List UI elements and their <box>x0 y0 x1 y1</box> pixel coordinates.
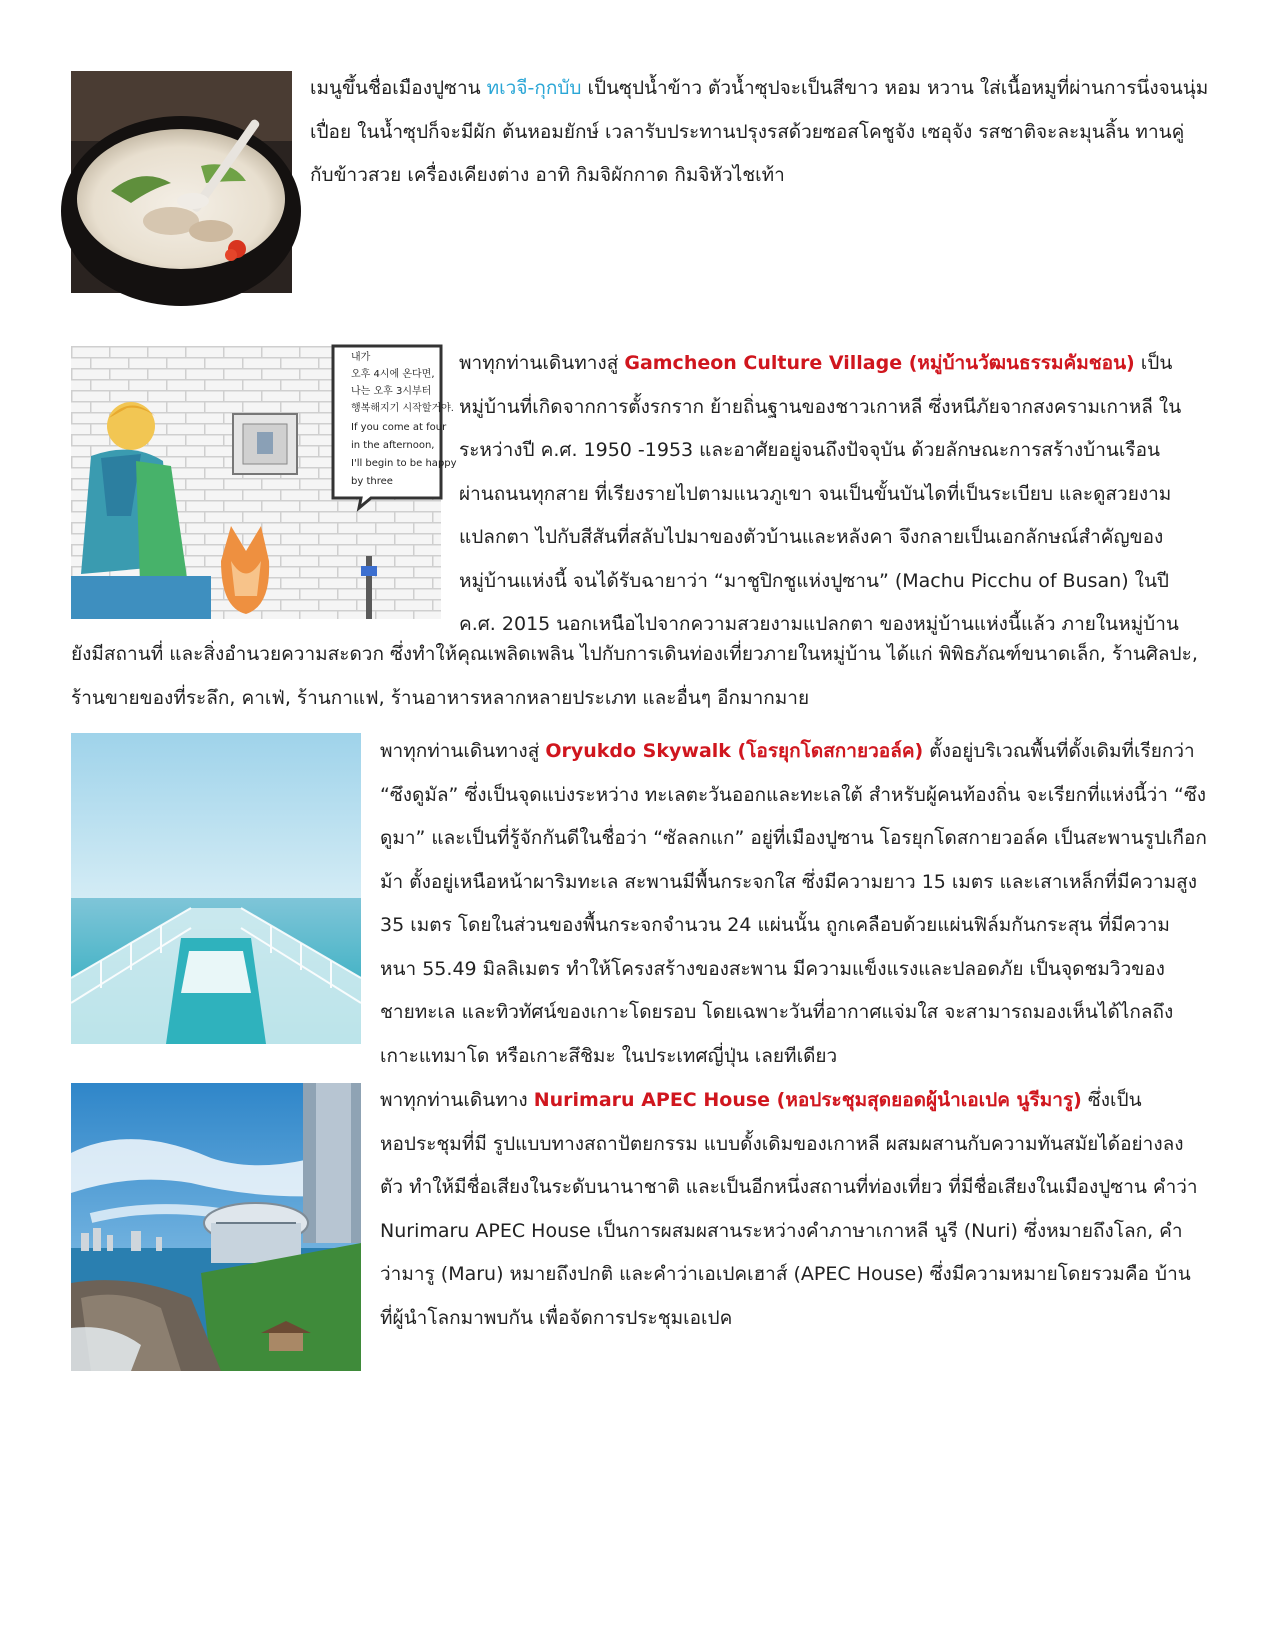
text-line: หมู่บ้านแห่งนี้ จนได้รับฉายาว่า “มาชูปิกชูแห่งปูซาน” (Machu Picchu of Busan) ในปี <box>459 569 1169 592</box>
text-line: เมนูขึ้นชื่อเมืองปูซาน ทเวจี-กุกบับ เป็นซุปน้ำข้าว ตัวน้ำซุปจะเป็นสีขาว หอม หวาน ใส่เนื้อหมูที่ผ่านการนึ่งจนนุ่ม <box>310 77 1209 99</box>
speech-bubble-line: by three <box>351 476 393 487</box>
nurimaru-apec-house-photo <box>71 1083 361 1371</box>
text-line: ม้า ตั้งอยู่เหนือหน้าผาริมทะเล สะพานมีพื้นกระจกใส ซึ่งมีความยาว 15 เมตร และเสาเหล็กที่มีความสูง <box>380 870 1198 893</box>
speech-bubble-line: 나는 오후 3시부터 <box>351 386 432 397</box>
speech-bubble-line: in the afternoon, <box>351 440 435 451</box>
text-line: ตัว ทำให้มีชื่อเสียงในระดับนานาชาติ และเป็นอีกหนึ่งสถานที่ท่องเที่ยว ที่มีชื่อเสียงในเมืองปูซาน คำว่า <box>380 1176 1198 1198</box>
text-line: ชายทะเล และทิวทัศน์ของเกาะโดยรอบ โดยเฉพาะวันที่อากาศแจ่มใส จะสามารถมองเห็นได้ไกลถึง <box>380 1001 1174 1023</box>
text-line: ว่ามารู (Maru) หมายถึงปกติ และคำว่าเอเปคเฮาส์ (APEC House) ซึ่งมีความหมายโดยรวมคือ บ้าน <box>380 1263 1191 1285</box>
speech-bubble-line: 내가 <box>351 352 371 363</box>
text-line: เกาะแทมาโด หรือเกาะสึชิมะ ในประเทศญี่ปุ่น เลยทีเดียว <box>380 1044 838 1067</box>
pork-soup-photo <box>71 71 292 293</box>
text-line: เปื่อย ในน้ำซุปก็จะมีผัก ต้นหอมยักษ์ เวลารับประทานปรุงรสด้วยซอสโคชูจัง เซอุจัง รสชาติจะละมุนลิ้น ทานคู่ <box>310 120 1185 143</box>
text-line: ระหว่างปี ค.ศ. 1950 -1953 และอาศัยอยู่จนถึงปัจจุบัน ด้วยลักษณะการสร้างบ้านเรือน <box>459 439 1160 461</box>
text-line: พาทุกท่านเดินทางสู่ Oryukdo Skywalk (โอรยุกโดสกายวอล์ค) ตั้งอยู่บริเวณพื้นที่ดั้งเดิมที่เรียกว่า <box>380 740 1195 762</box>
text-line: Nurimaru APEC House เป็นการผสมผสานระหว่างคำภาษาเกาหลี นูรี (Nuri) ซึ่งหมายถึงโลก, คำ <box>380 1219 1183 1242</box>
text-line: ยังมีสถานที่ และสิ่งอำนวยความสะดวก ซึ่งทำให้คุณเพลิดเพลิน ไปกับการเดินท่องเที่ยวภายในหมู่บ้าน ได้แก่ พิพิธภัณฑ์ขนาดเล็ก, ร้านศิลปะ, <box>71 643 1198 665</box>
text-line: ที่ผู้นำโลกมาพบกัน เพื่อจัดการประชุมเอเปค <box>380 1306 733 1329</box>
text-line: พาทุกท่านเดินทาง Nurimaru APEC House (หอประชุมสุดยอดผู้นำเอเปค นูรีมารู) ซึ่งเป็น <box>380 1089 1142 1111</box>
speech-bubble-line: I'll begin to be happy <box>351 458 457 469</box>
oryukdo-text <box>380 730 1207 1078</box>
text-line: 35 เมตร โดยในส่วนของพื้นกระจกจำนวน 24 แผ่นนั้น ถูกเคลือบด้วยแผ่นฟิล์มกันกระสุน ที่มีความ <box>380 914 1170 936</box>
gamcheon-text <box>459 342 1182 647</box>
text-line: หอประชุมที่มี รูปแบบทางสถาปัตยกรรม แบบดั้งเดิมของเกาหลี ผสมผสานกับความทันสมัยได้อย่างลง <box>380 1132 1184 1155</box>
little-prince-statue-photo <box>71 346 457 619</box>
text-line: หนา 55.49 มิลลิเมตร ทำให้โครงสร้างของสะพาน มีความแข็งแรงและปลอดภัย เป็นจุดชมวิวของ <box>380 957 1165 980</box>
place-name-highlight: Gamcheon Culture Village (หมู่บ้านวัฒนธรรมคัมชอน) <box>624 352 1135 374</box>
gamcheon-text-continued <box>71 633 1198 720</box>
glass-skywalk-photo <box>71 733 361 1044</box>
place-name-highlight: Nurimaru APEC House (หอประชุมสุดยอดผู้นำเอเปค นูรีมารู) <box>533 1089 1082 1111</box>
dwaeji-gukbap-text <box>310 67 1209 198</box>
text-line: กับข้าวสวย เครื่องเคียงต่าง อาทิ กิมจิผักกาด กิมจิหัวไชเท้า <box>310 164 785 186</box>
text-line: หมู่บ้านที่เกิดจากการตั้งรกราก ย้ายถิ่นฐานของชาวเกาหลี ซึ่งหนีภัยจากสงครามเกาหลี ใน <box>459 395 1182 418</box>
dish-name-highlight: ทเวจี-กุกบับ <box>486 77 582 99</box>
speech-bubble-line: 행복해지기 시작할거야. <box>351 403 454 414</box>
text-line: “ซึงดูมัล” ซึ่งเป็นจุดแบ่งระหว่าง ทะเลตะวันออกและทะเลใต้ สำหรับผู้คนท้องถิ่น จะเรียกที่แห่งนี้ว่า “ซึง <box>380 783 1207 806</box>
speech-bubble-line: 오후 4시에 온다면, <box>351 369 435 380</box>
place-name-highlight: Oryukdo Skywalk (โอรยุกโดสกายวอล์ค) <box>545 740 924 762</box>
text-line: ดูมา” และเป็นที่รู้จักกันดีในชื่อว่า “ซัลลกแก” อยู่ที่เมืองปูซาน โอรยุกโดสกายวอล์ค เป็นสะพานรูปเกือก <box>380 827 1207 849</box>
text-line: ผ่านถนนทุกสาย ที่เรียงรายไปตามแนวภูเขา จนเป็นขั้นบันไดที่เป็นระเบียบ และดูสวยงาม <box>459 482 1172 505</box>
text-line: แปลกตา ไปกับสีสันที่สลับไปมาของตัวบ้านและหลังคา จึงกลายเป็นเอกลักษณ์สำคัญของ <box>459 526 1164 548</box>
nurimaru-text <box>380 1079 1198 1340</box>
text-line: พาทุกท่านเดินทางสู่ Gamcheon Culture Village (หมู่บ้านวัฒนธรรมคัมชอน) เป็น <box>459 352 1173 374</box>
speech-bubble-line: If you come at four <box>351 422 447 433</box>
text-line: ค.ศ. 2015 นอกเหนือไปจากความสวยงามแปลกตา ของหมู่บ้านแห่งนี้แล้ว ภายในหมู่บ้าน <box>459 613 1179 635</box>
text-line: ร้านขายของที่ระลึก, คาเฟ่, ร้านกาแฟ, ร้านอาหารหลากหลายประเภท และอื่นๆ อีกมากมาย <box>71 686 810 709</box>
